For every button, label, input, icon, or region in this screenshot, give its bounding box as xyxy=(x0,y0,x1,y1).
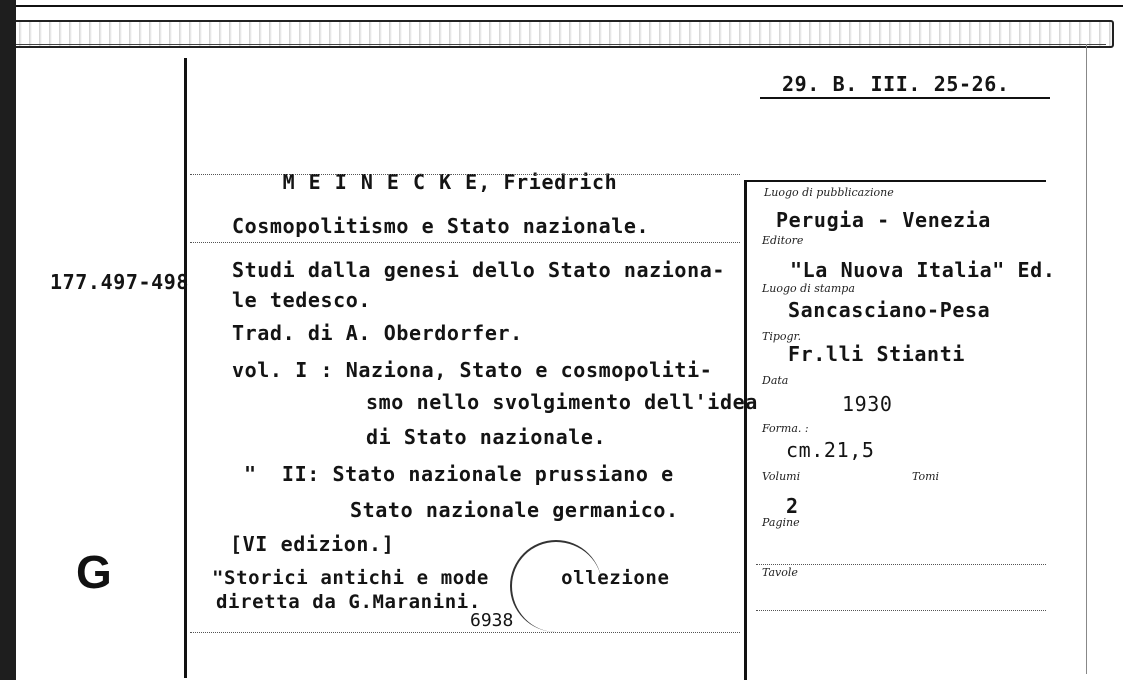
field-column-rule xyxy=(744,180,747,680)
inventory-number: 177.497-498 xyxy=(50,270,190,294)
label-tavole: Tavole xyxy=(762,566,798,579)
translator-line: Trad. di A. Oberdorfer. xyxy=(232,321,523,345)
margin-rule xyxy=(184,58,187,678)
value-formato: cm.21,5 xyxy=(786,438,875,462)
rule xyxy=(190,632,740,633)
label-formato: Forma. : xyxy=(762,422,809,435)
volume-1-line-3: di Stato nazionale. xyxy=(366,425,607,449)
author-surname: M E I N E C K E xyxy=(282,170,479,194)
author-heading xyxy=(232,146,617,218)
value-data: 1930 xyxy=(842,392,893,416)
value-luogo-pubblicazione: Perugia - Venezia xyxy=(776,208,991,232)
left-edge xyxy=(0,0,16,680)
value-editore: "La Nuova Italia" Ed. xyxy=(790,258,1056,282)
series-line-2: diretta da G.Maranini. xyxy=(216,591,481,613)
volume-2-line-2: Stato nazionale germanico. xyxy=(350,498,679,522)
rule xyxy=(756,610,1046,611)
handwritten-number: 6938 xyxy=(470,610,514,631)
volume-2-line-1: " II: Stato nazionale prussiano e xyxy=(244,462,674,486)
label-volumi: Volumi xyxy=(762,470,801,483)
right-edge xyxy=(1086,44,1087,674)
label-luogo-stampa: Luogo di stampa xyxy=(762,282,855,295)
value-luogo-stampa: Sancasciano-Pesa xyxy=(788,298,991,322)
label-luogo-pubblicazione: Luogo di pubblicazione xyxy=(764,186,894,199)
subtitle-line-2: le tedesco. xyxy=(232,288,372,312)
author-separator: , xyxy=(478,170,491,194)
rule xyxy=(190,174,740,175)
field-box-top xyxy=(746,180,1046,182)
rule xyxy=(756,564,1046,565)
series-line-1: "Storici antichi e mode ollezione xyxy=(212,567,670,589)
label-data: Data xyxy=(762,374,789,387)
value-tipografia: Fr.lli Stianti xyxy=(788,342,965,366)
author-given: Friedrich xyxy=(503,170,618,194)
volume-1-line-2: smo nello svolgimento dell'idea xyxy=(366,390,758,414)
subtitle-line-1: Studi dalla genesi dello Stato naziona- xyxy=(232,258,725,282)
top-rule xyxy=(0,5,1123,7)
title-line: Cosmopolitismo e Stato nazionale. xyxy=(232,214,650,238)
label-editore: Editore xyxy=(762,234,804,247)
card-rule-top xyxy=(16,44,1106,45)
section-letter: G xyxy=(76,546,112,598)
label-pagine: Pagine xyxy=(762,516,800,529)
shelfmark-underline xyxy=(760,97,1050,99)
label-tomi: Tomi xyxy=(912,470,940,483)
shelfmark: 29. B. III. 25-26. xyxy=(782,72,1010,96)
ink-arc xyxy=(510,540,602,632)
edition-line: [VI edizion.] xyxy=(230,532,395,556)
rule xyxy=(190,242,740,243)
label-tipografia: Tipogr. xyxy=(762,330,802,343)
volume-1-line-1: vol. I : Naziona, Stato e cosmopoliti- xyxy=(232,358,713,382)
value-volumi: 2 xyxy=(786,494,799,518)
